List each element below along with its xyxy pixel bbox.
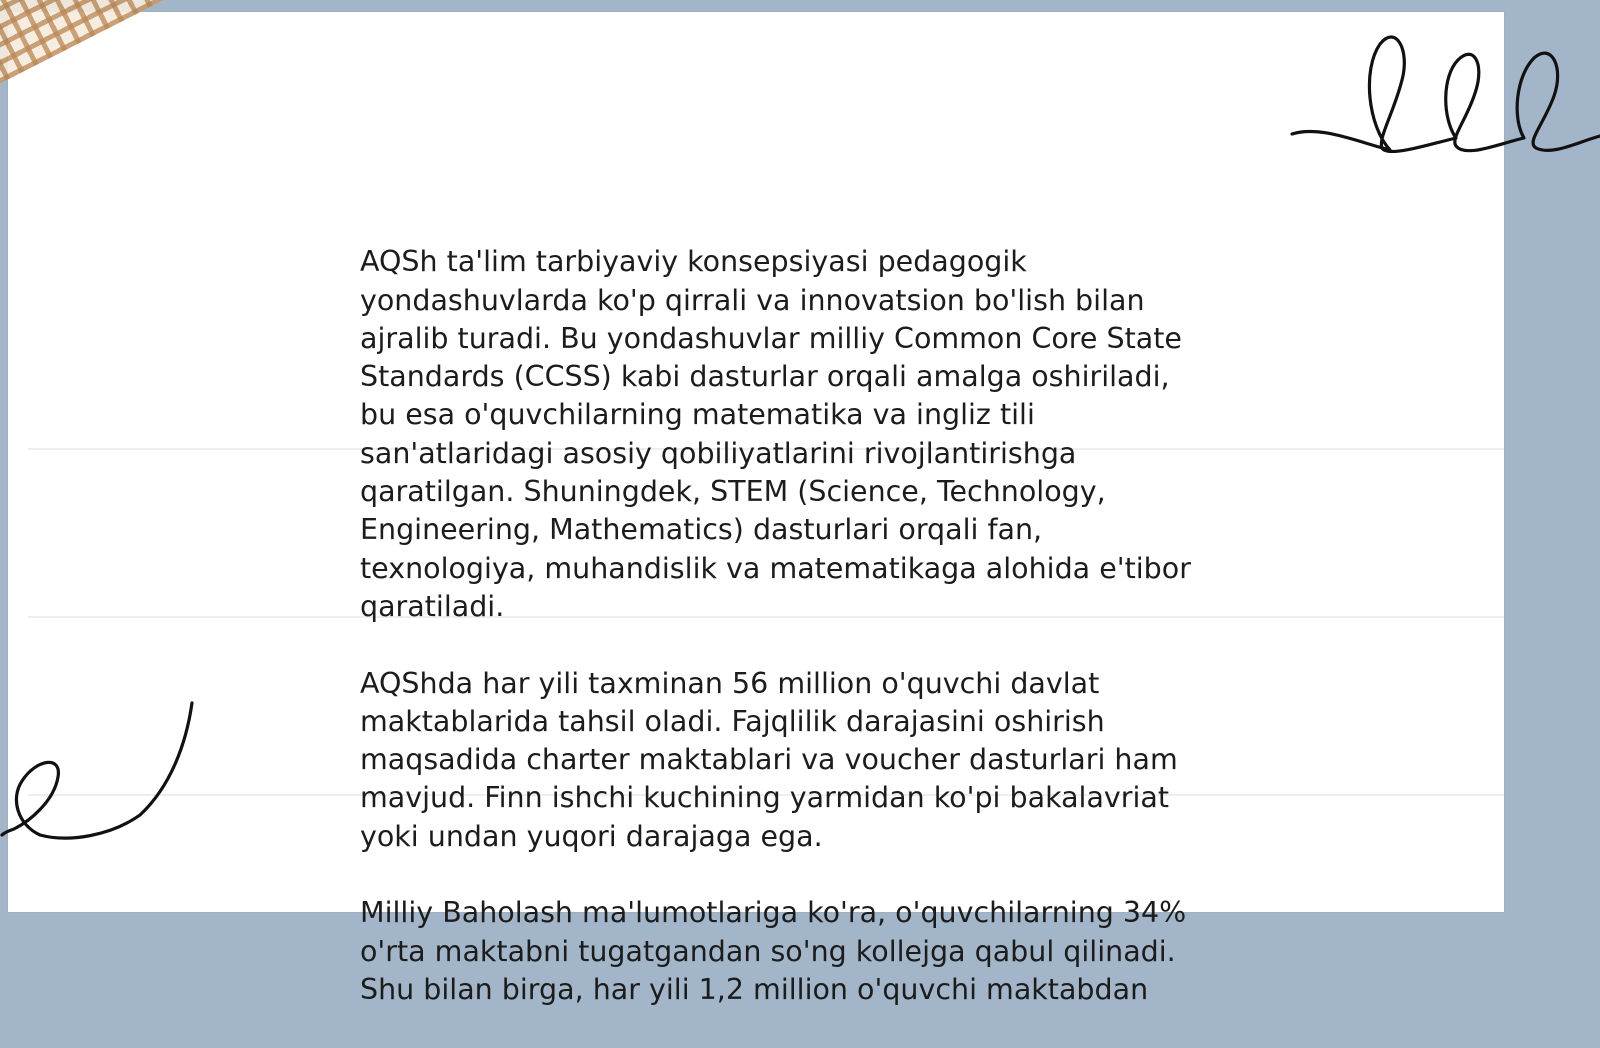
paragraph: Milliy Baholash ma'lumotlariga ko'ra, o'quvchilarning 34% o'rta maktabni tugatgandan so'ng kollejga qabul qilinadi. Shu bilan birga, har yili 1,2 million o'quvchi maktabdan (360, 896, 1187, 1006)
cursive-loops-icon (1290, 30, 1600, 165)
body-text (360, 205, 1260, 1048)
cursive-swirl-icon (0, 695, 200, 855)
paragraph: AQSh ta'lim tarbiyaviy konsepsiyasi pedagogik yondashuvlarda ko'p qirrali va innovatsion bo'lish bilan ajralib turadi. Bu yondashuvlar milliy Common Core State Standards (CCSS) kabi dasturlar orqali amalga oshiriladi, bu esa o'quvchilarning matematika va ingliz tili san'atlaridagi asosiy qobiliyatlarini rivojlantirishga qaratilgan. Shuningdek, STEM (Science, Technology, Engineering, Mathematics) dasturlari orqali fan, texnologiya, muhandislik va matematikaga alohida e'tibor qaratiladi. (360, 245, 1191, 623)
paragraph: AQShda har yili taxminan 56 million o'quvchi davlat maktablarida tahsil oladi. Fajqlilik darajasini oshirish maqsadida charter maktablari va voucher dasturlari ham mavjud. Finn ishchi kuchining yarmidan ko'pi bakalavriat yoki undan yuqori darajaga ega. (360, 666, 1178, 853)
